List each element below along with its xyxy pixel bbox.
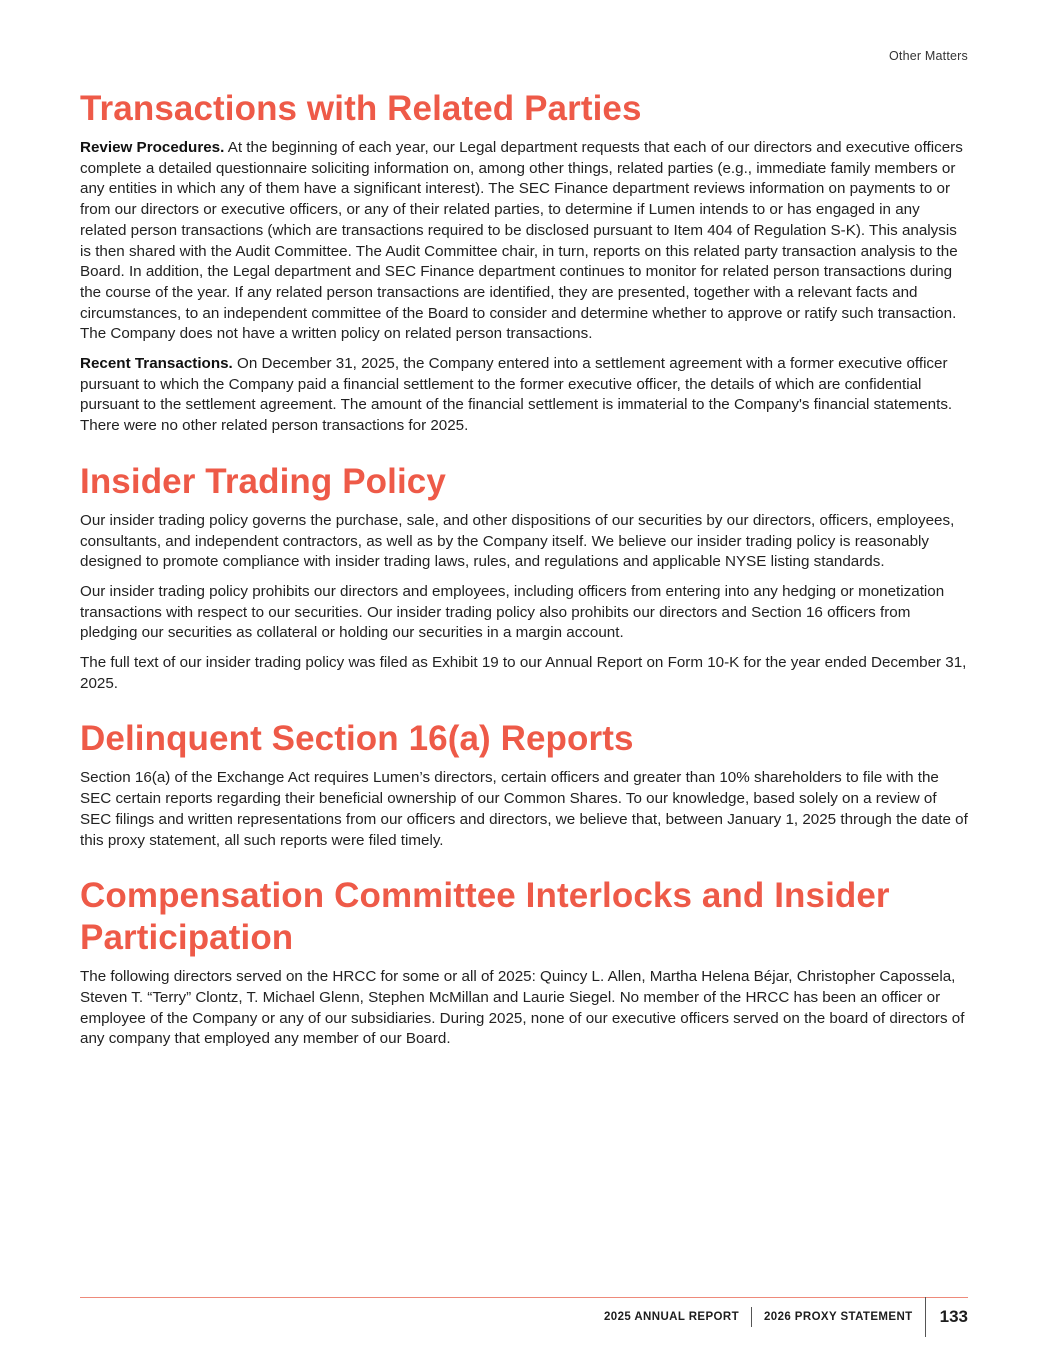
running-header: Other Matters	[888, 49, 968, 63]
paragraph-insider-trading-2: Our insider trading policy prohibits our directors and employees, including officers from entering into any hedging or monetization transactions with respect to our securities. Our insider trading policy also prohibits our directors and Section 16 officers from pledging our securities as collateral or holding our securities in a margin account.	[80, 582, 945, 642]
section-title-delinquent-reports: Delinquent Section 16(a) Reports	[80, 719, 634, 759]
footer-page-separator	[925, 1297, 926, 1337]
section-title-related-parties: Transactions with Related Parties	[80, 89, 642, 128]
lead-review-procedures: Review Procedures.	[80, 139, 225, 156]
paragraph-interlocks: The following directors served on the HRCC for some or all of 2025: Quincy L. Allen, Martha Helena Béjar, Christopher Capossela, Steven T. “Terry” Clontz, T. Michael Glenn, Stephen McMillan and Laurie Siegel. No member of the HRCC has been an officer or employee of the Company or any of our subsidiaries. During 2025, none of our executive officers served on the board of directors of any company that employed any member of our Board.	[80, 968, 965, 1048]
paragraph-insider-trading-1: Our insider trading policy governs the purchase, sale, and other dispositions of our securities by our directors, officers, employees, consultants, and independent contractors, as well as by the Company itself. We believe our insider trading policy is reasonably designed to promote compliance with insider trading laws, rules, and regulations and applicable NYSE listing standards.	[80, 511, 955, 571]
paragraph-insider-trading-3: The full text of our insider trading policy was filed as Exhibit 19 to our Annual Report on Form 10-K for the year ended December 31, 2025.	[80, 654, 967, 692]
lead-recent-transactions: Recent Transactions.	[80, 355, 233, 373]
footer-annual-report: 2025 ANNUAL REPORT	[604, 1311, 740, 1323]
paragraph-recent-transactions	[80, 354, 970, 437]
section-interlocks	[80, 875, 970, 1050]
section-delinquent-reports	[80, 718, 970, 851]
section-title-interlocks: Compensation Committee Interlocks and Insider Participation	[80, 876, 890, 958]
paragraph-delinquent-reports: Section 16(a) of the Exchange Act requires Lumen’s directors, certain officers and greater than 10% shareholders to file with the SEC certain reports regarding their beneficial ownership of our Common Shares. To our knowledge, based solely on a review of SEC filings and written representations from our officers and directors, we believe that, between January 1, 2025 through the date of this proxy statement, all such reports were filed timely.	[80, 769, 968, 849]
page-footer	[604, 1297, 968, 1337]
page-content	[80, 88, 970, 1074]
section-title-insider-trading: Insider Trading Policy	[80, 461, 446, 501]
footer-proxy-statement: 2026 PROXY STATEMENT	[764, 1311, 913, 1323]
section-related-parties	[80, 88, 970, 437]
footer-separator	[751, 1307, 752, 1327]
paragraph-review-procedures	[80, 138, 970, 345]
text-recent-transactions: On December 31, 2025, the Company entered into a settlement agreement with a former executive officer pursuant to which the Company paid a financial settlement to the former executive officer, the details of which are confidential pursuant to the settlement agreement. The amount of the financial settlement is immaterial to the Company's financial statements. There were no other related person transactions for 2025.	[80, 355, 953, 435]
text-review-procedures: At the beginning of each year, our Legal department requests that each of our directors and executive officers complete a detailed questionnaire soliciting information on, among other things, related parties (e.g., immediate family members or any entities in which any of them have a significant interest). The SEC Finance department reviews information on payments to or from our directors or executive officers, or any of their related parties, to determine if Lumen intends to or has engaged in any related person transactions (which are transactions required to be disclosed pursuant to Item 404 of Regulation S-K). This analysis is then shared with the Audit Committee. The Audit Committee chair, in turn, reports on this related party transaction analysis to the Board. In addition, the Legal department and SEC Finance department continues to monitor for related person transactions during the course of the year. If any related person transactions are identified, they are presented, together with a relevant facts and circumstances, to an independent committee of the Board to consider and determine whether to approve or ratify such transaction. The Company does not have a written policy on related person transactions.	[80, 139, 963, 343]
section-insider-trading	[80, 461, 970, 695]
page-number: 133	[939, 1307, 968, 1326]
